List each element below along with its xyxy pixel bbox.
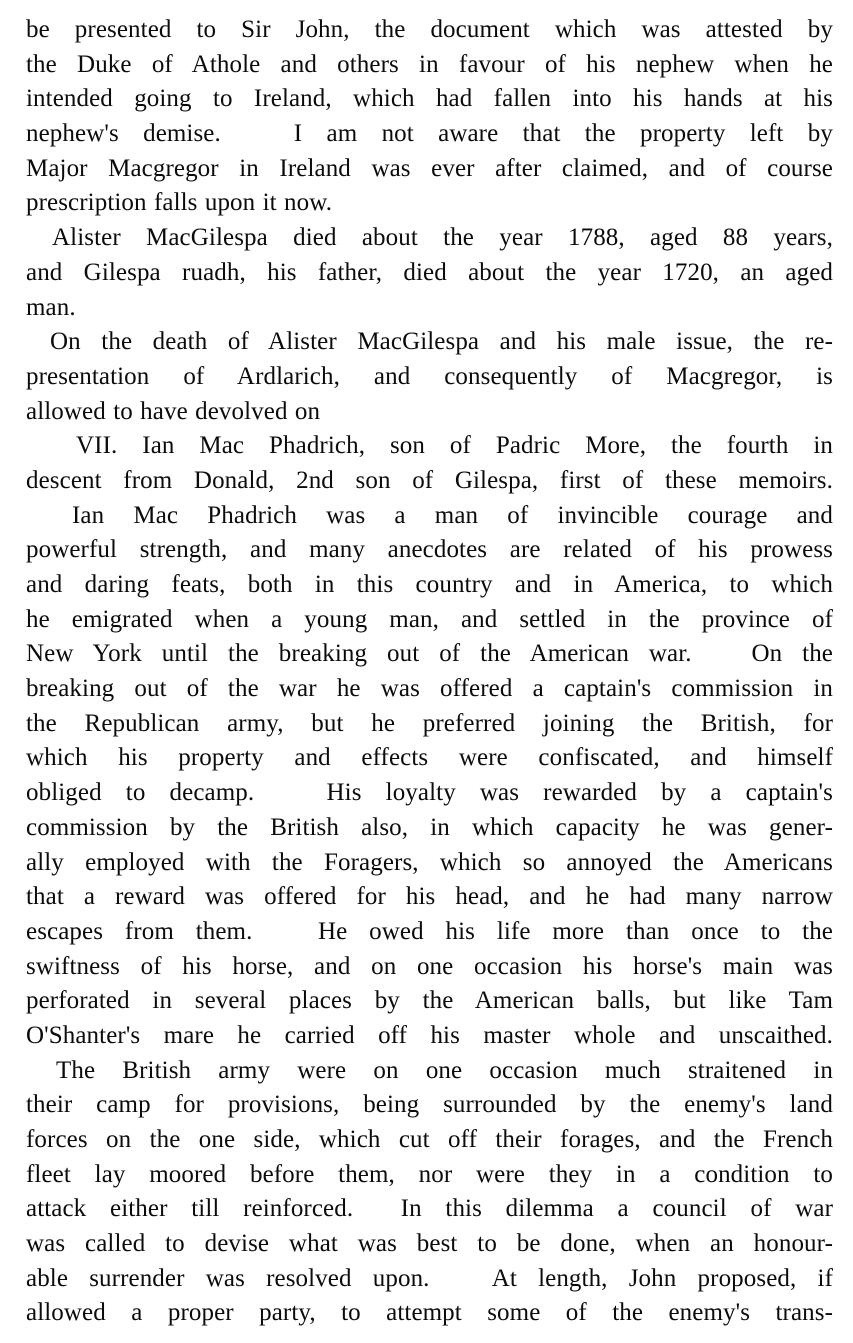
text-line: intended going to Ireland, which had fallen into his hands at his [26,85,833,113]
text-line: attack either till reinforced. In this dilemma a council of war [26,1195,833,1223]
paragraph [26,13,833,221]
text-line: the Republican army, but he preferred joining the British, for [26,709,833,737]
text-line: allowed to have devolved on [26,397,321,425]
text-line: The British army were on one occasion much straitened in [56,1056,833,1084]
text-line: their camp for provisions, being surrounded by the enemy's land [26,1091,833,1119]
text-line: that a reward was offered for his head, and he had many narrow [26,883,833,911]
text-line: presentation of Ardlarich, and consequently of Macgregor, is [26,362,833,390]
text-line: On the death of Alister MacGilespa and his male issue, the re- [50,328,833,356]
text-line: be presented to Sir John, the document which was attested by [26,16,833,43]
text-line: allowed a proper party, to attempt some of the enemy's trans- [26,1299,833,1327]
text-line: Alister MacGilespa died about the year 1788, aged 88 years, [52,224,833,252]
text-line: Major Macgregor in Ireland was ever after claimed, and of course [26,154,833,182]
text-line: O'Shanter's mare he carried off his master whole and unscaithed. [26,1021,833,1049]
text-line: swiftness of his horse, and on one occasion his horse's main was [26,952,833,980]
text-line: commission by the British also, in which capacity he was gener- [26,813,833,841]
text-line: descent from Donald, 2nd son of Gilespa, first of these memoirs. [26,466,833,494]
text-line: perforated in several places by the American balls, but like Tam [26,987,833,1015]
text-line: fleet lay moored before them, nor were they in a condition to [26,1160,833,1188]
paragraph [26,221,833,325]
text-line: which his property and effects were confiscated, and himself [26,744,833,772]
text-line: Ian Mac Phadrich was a man of invincible courage and [72,501,833,529]
text-line: able surrender was resolved upon. At length, John proposed, if [26,1264,833,1292]
text-line: forces on the one side, which cut off their forages, and the French [26,1126,833,1153]
text-line: the Duke of Athole and others in favour of his nephew when he [26,50,833,78]
text-line: VII. Ian Mac Phadrich, son of Padric More, the fourth in [76,432,833,460]
text-line: breaking out of the war he was offered a captain's commission in [26,675,833,703]
paragraph [26,429,833,498]
paragraph [26,325,833,429]
text-line: and Gilespa ruadh, his father, died about the year 1720, an aged [26,258,833,286]
paragraph [26,499,833,1054]
text-line: obliged to decamp. His loyalty was rewarded by a captain's [26,779,833,807]
text-line: escapes from them. He owed his life more than once to the [26,917,833,945]
text-line: and daring feats, both in this country and in America, to which [26,571,833,598]
page-text [26,13,833,1331]
text-line: nephew's demise. I am not aware that the property left by [26,120,833,148]
text-line: was called to devise what was best to be done, when an honour- [26,1230,833,1258]
text-line: ally employed with the Foragers, which so annoyed the Americans [26,848,833,876]
text-line: powerful strength, and many anecdotes are related of his prowess [26,536,833,564]
text-line: he emigrated when a young man, and settled in the province of [26,605,833,633]
paragraph [26,1054,833,1332]
text-line: prescription falls upon it now. [26,189,333,217]
text-line: New York until the breaking out of the American war. On the [26,640,833,668]
text-line: man. [26,293,76,321]
